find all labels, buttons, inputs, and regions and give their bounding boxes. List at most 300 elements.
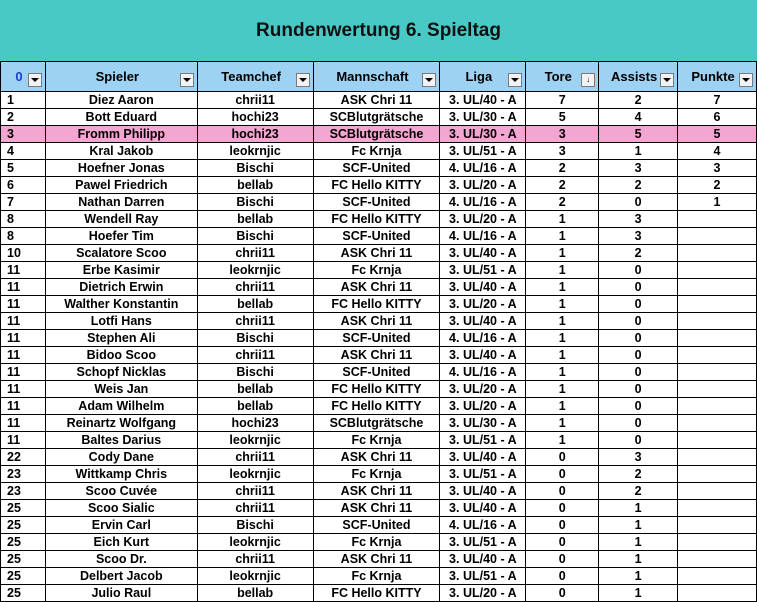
punkte-cell bbox=[678, 313, 757, 330]
punkte-cell: 7 bbox=[678, 92, 757, 109]
rank-cell: 11 bbox=[1, 347, 46, 364]
rank-cell: 8 bbox=[1, 211, 46, 228]
spieler-cell: Bidoo Scoo bbox=[45, 347, 197, 364]
rank-cell: 11 bbox=[1, 415, 46, 432]
tore-cell: 1 bbox=[526, 245, 599, 262]
punkte-cell bbox=[678, 398, 757, 415]
punkte-cell bbox=[678, 228, 757, 245]
teamchef-cell: leokrnjic bbox=[197, 143, 313, 160]
spieler-cell: Adam Wilhelm bbox=[45, 398, 197, 415]
table-row[interactable] bbox=[1, 483, 757, 500]
assists-cell: 1 bbox=[599, 534, 678, 551]
assists-cell: 2 bbox=[599, 92, 678, 109]
table-row[interactable] bbox=[1, 262, 757, 279]
punkte-cell bbox=[678, 381, 757, 398]
mannschaft-cell: ASK Chri 11 bbox=[313, 483, 440, 500]
table-row[interactable] bbox=[1, 143, 757, 160]
column-header-label: Punkte bbox=[691, 69, 735, 84]
mannschaft-cell: SCF-United bbox=[313, 194, 440, 211]
spieler-cell: Scoo Dr. bbox=[45, 551, 197, 568]
tore-cell: 3 bbox=[526, 126, 599, 143]
spieler-cell: Reinartz Wolfgang bbox=[45, 415, 197, 432]
teamchef-cell: bellab bbox=[197, 585, 313, 602]
sort-dropdown-tore[interactable] bbox=[581, 73, 595, 87]
teamchef-cell: Bischi bbox=[197, 517, 313, 534]
spieler-cell: Delbert Jacob bbox=[45, 568, 197, 585]
punkte-cell bbox=[678, 330, 757, 347]
mannschaft-cell: Fc Krnja bbox=[313, 466, 440, 483]
table-row[interactable] bbox=[1, 517, 757, 534]
teamchef-cell: chrii11 bbox=[197, 551, 313, 568]
mannschaft-cell: Fc Krnja bbox=[313, 143, 440, 160]
assists-cell: 0 bbox=[599, 347, 678, 364]
punkte-cell bbox=[678, 585, 757, 602]
liga-cell: 3. UL/20 - A bbox=[440, 585, 526, 602]
spieler-cell: Pawel Friedrich bbox=[45, 177, 197, 194]
table-row[interactable] bbox=[1, 449, 757, 466]
rank-cell: 25 bbox=[1, 500, 46, 517]
punkte-cell bbox=[678, 415, 757, 432]
liga-cell: 3. UL/40 - A bbox=[440, 500, 526, 517]
rank-cell: 11 bbox=[1, 330, 46, 347]
tore-cell: 1 bbox=[526, 432, 599, 449]
tore-cell: 0 bbox=[526, 517, 599, 534]
column-header-label: Mannschaft bbox=[336, 69, 409, 84]
assists-cell: 0 bbox=[599, 279, 678, 296]
teamchef-cell: chrii11 bbox=[197, 245, 313, 262]
mannschaft-cell: ASK Chri 11 bbox=[313, 245, 440, 262]
assists-cell: 0 bbox=[599, 262, 678, 279]
assists-cell: 2 bbox=[599, 177, 678, 194]
assists-cell: 3 bbox=[599, 160, 678, 177]
teamchef-cell: bellab bbox=[197, 177, 313, 194]
liga-cell: 4. UL/16 - A bbox=[440, 364, 526, 381]
sort-descending-icon: ↓ bbox=[586, 75, 591, 84]
tore-cell: 1 bbox=[526, 296, 599, 313]
filter-dropdown-punkte[interactable] bbox=[739, 73, 753, 87]
assists-cell: 2 bbox=[599, 483, 678, 500]
rank-cell: 5 bbox=[1, 160, 46, 177]
page-title: Rundenwertung 6. Spieltag bbox=[256, 19, 501, 41]
assists-cell: 0 bbox=[599, 330, 678, 347]
liga-cell: 3. UL/20 - A bbox=[440, 177, 526, 194]
punkte-cell bbox=[678, 211, 757, 228]
table-row[interactable] bbox=[1, 126, 757, 143]
teamchef-cell: bellab bbox=[197, 296, 313, 313]
teamchef-cell: hochi23 bbox=[197, 415, 313, 432]
teamchef-cell: chrii11 bbox=[197, 449, 313, 466]
punkte-cell: 1 bbox=[678, 194, 757, 211]
liga-cell: 3. UL/51 - A bbox=[440, 143, 526, 160]
mannschaft-cell: SCF-United bbox=[313, 228, 440, 245]
spieler-cell: Hoefer Tim bbox=[45, 228, 197, 245]
punkte-cell bbox=[678, 534, 757, 551]
rank-cell: 23 bbox=[1, 466, 46, 483]
punkte-cell: 2 bbox=[678, 177, 757, 194]
table-row[interactable] bbox=[1, 568, 757, 585]
table-row[interactable] bbox=[1, 296, 757, 313]
spieler-cell: Cody Dane bbox=[45, 449, 197, 466]
tore-cell: 1 bbox=[526, 313, 599, 330]
column-header-tore bbox=[526, 62, 599, 92]
table-row[interactable] bbox=[1, 194, 757, 211]
table-row[interactable] bbox=[1, 466, 757, 483]
assists-cell: 2 bbox=[599, 245, 678, 262]
teamchef-cell: Bischi bbox=[197, 330, 313, 347]
mannschaft-cell: ASK Chri 11 bbox=[313, 500, 440, 517]
table-row[interactable] bbox=[1, 160, 757, 177]
assists-cell: 0 bbox=[599, 398, 678, 415]
column-header-label: Liga bbox=[465, 69, 493, 84]
assists-cell: 1 bbox=[599, 585, 678, 602]
rank-cell: 8 bbox=[1, 228, 46, 245]
rank-cell: 11 bbox=[1, 364, 46, 381]
assists-cell: 1 bbox=[599, 143, 678, 160]
mannschaft-cell: SCF-United bbox=[313, 160, 440, 177]
spieler-cell: Scoo Sialic bbox=[45, 500, 197, 517]
chevron-down-icon bbox=[425, 78, 433, 82]
liga-cell: 3. UL/30 - A bbox=[440, 126, 526, 143]
mannschaft-cell: SCF-United bbox=[313, 364, 440, 381]
spieler-cell: Erbe Kasimir bbox=[45, 262, 197, 279]
tore-cell: 7 bbox=[526, 92, 599, 109]
rank-cell: 11 bbox=[1, 432, 46, 449]
rank-cell: 11 bbox=[1, 262, 46, 279]
column-header-mannschaft bbox=[313, 62, 440, 92]
mannschaft-cell: ASK Chri 11 bbox=[313, 347, 440, 364]
mannschaft-cell: FC Hello KITTY bbox=[313, 381, 440, 398]
liga-cell: 3. UL/51 - A bbox=[440, 534, 526, 551]
spieler-cell: Weis Jan bbox=[45, 381, 197, 398]
table-row[interactable] bbox=[1, 279, 757, 296]
rank-cell: 11 bbox=[1, 279, 46, 296]
spieler-cell: Scalatore Scoo bbox=[45, 245, 197, 262]
mannschaft-cell: SCF-United bbox=[313, 330, 440, 347]
mannschaft-cell: Fc Krnja bbox=[313, 534, 440, 551]
liga-cell: 3. UL/51 - A bbox=[440, 262, 526, 279]
column-header-punkte bbox=[678, 62, 757, 92]
table-row[interactable] bbox=[1, 364, 757, 381]
rank-cell: 22 bbox=[1, 449, 46, 466]
tore-cell: 1 bbox=[526, 211, 599, 228]
rank-cell: 10 bbox=[1, 245, 46, 262]
teamchef-cell: bellab bbox=[197, 211, 313, 228]
mannschaft-cell: ASK Chri 11 bbox=[313, 449, 440, 466]
punkte-cell bbox=[678, 364, 757, 381]
liga-cell: 3. UL/30 - A bbox=[440, 415, 526, 432]
punkte-cell bbox=[678, 245, 757, 262]
spieler-cell: Wendell Ray bbox=[45, 211, 197, 228]
chevron-down-icon bbox=[742, 78, 750, 82]
spieler-cell: Scoo Cuvée bbox=[45, 483, 197, 500]
liga-cell: 3. UL/40 - A bbox=[440, 313, 526, 330]
table-row[interactable] bbox=[1, 534, 757, 551]
column-header-label: 0 bbox=[15, 69, 23, 84]
tore-cell: 0 bbox=[526, 534, 599, 551]
teamchef-cell: hochi23 bbox=[197, 109, 313, 126]
assists-cell: 5 bbox=[599, 126, 678, 143]
teamchef-cell: leokrnjic bbox=[197, 262, 313, 279]
column-header-teamchef bbox=[197, 62, 313, 92]
tore-cell: 5 bbox=[526, 109, 599, 126]
rank-cell: 4 bbox=[1, 143, 46, 160]
mannschaft-cell: SCF-United bbox=[313, 517, 440, 534]
rank-cell: 25 bbox=[1, 534, 46, 551]
chevron-down-icon bbox=[663, 78, 671, 82]
table-row[interactable] bbox=[1, 228, 757, 245]
table-row[interactable] bbox=[1, 585, 757, 602]
column-header-rank bbox=[1, 62, 46, 92]
punkte-cell bbox=[678, 279, 757, 296]
assists-cell: 1 bbox=[599, 517, 678, 534]
spieler-cell: Dietrich Erwin bbox=[45, 279, 197, 296]
tore-cell: 1 bbox=[526, 415, 599, 432]
assists-cell: 1 bbox=[599, 568, 678, 585]
assists-cell: 1 bbox=[599, 500, 678, 517]
liga-cell: 3. UL/20 - A bbox=[440, 296, 526, 313]
column-header-liga bbox=[440, 62, 526, 92]
mannschaft-cell: Fc Krnja bbox=[313, 432, 440, 449]
teamchef-cell: leokrnjic bbox=[197, 568, 313, 585]
rank-cell: 25 bbox=[1, 568, 46, 585]
mannschaft-cell: FC Hello KITTY bbox=[313, 585, 440, 602]
mannschaft-cell: FC Hello KITTY bbox=[313, 296, 440, 313]
punkte-cell: 5 bbox=[678, 126, 757, 143]
tore-cell: 0 bbox=[526, 500, 599, 517]
teamchef-cell: Bischi bbox=[197, 194, 313, 211]
liga-cell: 4. UL/16 - A bbox=[440, 517, 526, 534]
punkte-cell bbox=[678, 449, 757, 466]
mannschaft-cell: ASK Chri 11 bbox=[313, 92, 440, 109]
spieler-cell: Bott Eduard bbox=[45, 109, 197, 126]
mannschaft-cell: FC Hello KITTY bbox=[313, 177, 440, 194]
tore-cell: 0 bbox=[526, 449, 599, 466]
liga-cell: 3. UL/40 - A bbox=[440, 449, 526, 466]
teamchef-cell: Bischi bbox=[197, 364, 313, 381]
teamchef-cell: bellab bbox=[197, 381, 313, 398]
assists-cell: 0 bbox=[599, 313, 678, 330]
liga-cell: 3. UL/40 - A bbox=[440, 483, 526, 500]
assists-cell: 3 bbox=[599, 228, 678, 245]
spieler-cell: Eich Kurt bbox=[45, 534, 197, 551]
spieler-cell: Lotfi Hans bbox=[45, 313, 197, 330]
tore-cell: 0 bbox=[526, 568, 599, 585]
punkte-cell bbox=[678, 466, 757, 483]
rank-cell: 11 bbox=[1, 296, 46, 313]
teamchef-cell: Bischi bbox=[197, 160, 313, 177]
liga-cell: 3. UL/40 - A bbox=[440, 347, 526, 364]
table-row[interactable] bbox=[1, 211, 757, 228]
chevron-down-icon bbox=[31, 78, 39, 82]
table-row[interactable] bbox=[1, 177, 757, 194]
teamchef-cell: chrii11 bbox=[197, 347, 313, 364]
spieler-cell: Baltes Darius bbox=[45, 432, 197, 449]
teamchef-cell: chrii11 bbox=[197, 279, 313, 296]
liga-cell: 3. UL/20 - A bbox=[440, 211, 526, 228]
chevron-down-icon bbox=[299, 78, 307, 82]
chevron-down-icon bbox=[511, 78, 519, 82]
liga-cell: 4. UL/16 - A bbox=[440, 160, 526, 177]
teamchef-cell: bellab bbox=[197, 398, 313, 415]
teamchef-cell: chrii11 bbox=[197, 500, 313, 517]
spieler-cell: Kral Jakob bbox=[45, 143, 197, 160]
spieler-cell: Diez Aaron bbox=[45, 92, 197, 109]
tore-cell: 1 bbox=[526, 347, 599, 364]
liga-cell: 3. UL/40 - A bbox=[440, 245, 526, 262]
chevron-down-icon bbox=[183, 78, 191, 82]
liga-cell: 4. UL/16 - A bbox=[440, 228, 526, 245]
tore-cell: 2 bbox=[526, 160, 599, 177]
table-row[interactable] bbox=[1, 551, 757, 568]
mannschaft-cell: ASK Chri 11 bbox=[313, 551, 440, 568]
mannschaft-cell: ASK Chri 11 bbox=[313, 313, 440, 330]
rank-cell: 25 bbox=[1, 585, 46, 602]
assists-cell: 0 bbox=[599, 415, 678, 432]
punkte-cell bbox=[678, 432, 757, 449]
column-header-label: Assists bbox=[610, 69, 658, 84]
tore-cell: 2 bbox=[526, 194, 599, 211]
spieler-cell: Hoefner Jonas bbox=[45, 160, 197, 177]
mannschaft-cell: SCBlutgrätsche bbox=[313, 109, 440, 126]
liga-cell: 3. UL/51 - A bbox=[440, 432, 526, 449]
table-row[interactable] bbox=[1, 313, 757, 330]
punkte-cell bbox=[678, 551, 757, 568]
punkte-cell: 3 bbox=[678, 160, 757, 177]
mannschaft-cell: SCBlutgrätsche bbox=[313, 415, 440, 432]
teamchef-cell: chrii11 bbox=[197, 313, 313, 330]
assists-cell: 0 bbox=[599, 381, 678, 398]
table-row[interactable] bbox=[1, 432, 757, 449]
assists-cell: 3 bbox=[599, 211, 678, 228]
filter-dropdown-mannschaft[interactable] bbox=[422, 73, 436, 87]
tore-cell: 0 bbox=[526, 483, 599, 500]
rank-cell: 2 bbox=[1, 109, 46, 126]
rank-cell: 6 bbox=[1, 177, 46, 194]
rank-cell: 7 bbox=[1, 194, 46, 211]
column-header-label: Tore bbox=[544, 69, 572, 84]
tore-cell: 0 bbox=[526, 551, 599, 568]
tore-cell: 1 bbox=[526, 262, 599, 279]
spieler-cell: Ervin Carl bbox=[45, 517, 197, 534]
column-header-label: Spieler bbox=[95, 69, 139, 84]
filter-dropdown-liga[interactable] bbox=[508, 73, 522, 87]
table-row[interactable] bbox=[1, 398, 757, 415]
assists-cell: 2 bbox=[599, 466, 678, 483]
tore-cell: 0 bbox=[526, 585, 599, 602]
ranking-table bbox=[0, 61, 757, 602]
teamchef-cell: Bischi bbox=[197, 228, 313, 245]
rank-cell: 25 bbox=[1, 551, 46, 568]
teamchef-cell: chrii11 bbox=[197, 483, 313, 500]
tore-cell: 1 bbox=[526, 381, 599, 398]
table-row[interactable] bbox=[1, 92, 757, 109]
filter-dropdown-teamchef[interactable] bbox=[296, 73, 310, 87]
filter-dropdown-rank[interactable] bbox=[28, 73, 42, 87]
liga-cell: 3. UL/40 - A bbox=[440, 92, 526, 109]
table-body bbox=[1, 92, 757, 602]
punkte-cell bbox=[678, 262, 757, 279]
liga-cell: 3. UL/51 - A bbox=[440, 466, 526, 483]
table-row[interactable] bbox=[1, 381, 757, 398]
assists-cell: 0 bbox=[599, 296, 678, 313]
assists-cell: 1 bbox=[599, 551, 678, 568]
liga-cell: 3. UL/20 - A bbox=[440, 381, 526, 398]
teamchef-cell: leokrnjic bbox=[197, 466, 313, 483]
spieler-cell: Fromm Philipp bbox=[45, 126, 197, 143]
punkte-cell bbox=[678, 296, 757, 313]
tore-cell: 3 bbox=[526, 143, 599, 160]
column-header-assists bbox=[599, 62, 678, 92]
table-row[interactable] bbox=[1, 347, 757, 364]
spieler-cell: Walther Konstantin bbox=[45, 296, 197, 313]
liga-cell: 3. UL/40 - A bbox=[440, 551, 526, 568]
punkte-cell bbox=[678, 483, 757, 500]
liga-cell: 4. UL/16 - A bbox=[440, 194, 526, 211]
spieler-cell: Julio Raul bbox=[45, 585, 197, 602]
punkte-cell bbox=[678, 347, 757, 364]
teamchef-cell: chrii11 bbox=[197, 92, 313, 109]
liga-cell: 4. UL/16 - A bbox=[440, 330, 526, 347]
punkte-cell bbox=[678, 568, 757, 585]
rank-cell: 23 bbox=[1, 483, 46, 500]
assists-cell: 0 bbox=[599, 432, 678, 449]
liga-cell: 3. UL/20 - A bbox=[440, 398, 526, 415]
tore-cell: 0 bbox=[526, 466, 599, 483]
mannschaft-cell: FC Hello KITTY bbox=[313, 211, 440, 228]
spieler-cell: Stephen Ali bbox=[45, 330, 197, 347]
table-row[interactable] bbox=[1, 330, 757, 347]
rank-cell: 25 bbox=[1, 517, 46, 534]
filter-dropdown-assists[interactable] bbox=[660, 73, 674, 87]
filter-dropdown-spieler[interactable] bbox=[180, 73, 194, 87]
tore-cell: 1 bbox=[526, 279, 599, 296]
mannschaft-cell: FC Hello KITTY bbox=[313, 398, 440, 415]
tore-cell: 1 bbox=[526, 330, 599, 347]
tore-cell: 1 bbox=[526, 398, 599, 415]
tore-cell: 2 bbox=[526, 177, 599, 194]
punkte-cell: 4 bbox=[678, 143, 757, 160]
rank-cell: 11 bbox=[1, 398, 46, 415]
rank-cell: 11 bbox=[1, 381, 46, 398]
liga-cell: 3. UL/51 - A bbox=[440, 568, 526, 585]
rank-cell: 1 bbox=[1, 92, 46, 109]
mannschaft-cell: Fc Krnja bbox=[313, 262, 440, 279]
punkte-cell bbox=[678, 517, 757, 534]
rank-cell: 11 bbox=[1, 313, 46, 330]
mannschaft-cell: ASK Chri 11 bbox=[313, 279, 440, 296]
assists-cell: 0 bbox=[599, 194, 678, 211]
assists-cell: 3 bbox=[599, 449, 678, 466]
column-header-label: Teamchef bbox=[221, 69, 281, 84]
teamchef-cell: leokrnjic bbox=[197, 534, 313, 551]
table-row[interactable] bbox=[1, 109, 757, 126]
header-row bbox=[1, 62, 757, 92]
table-row[interactable] bbox=[1, 245, 757, 262]
teamchef-cell: hochi23 bbox=[197, 126, 313, 143]
tore-cell: 1 bbox=[526, 364, 599, 381]
assists-cell: 0 bbox=[599, 364, 678, 381]
title-bar bbox=[0, 0, 757, 61]
spieler-cell: Wittkamp Chris bbox=[45, 466, 197, 483]
table-row[interactable] bbox=[1, 500, 757, 517]
table-row[interactable] bbox=[1, 415, 757, 432]
rank-cell: 3 bbox=[1, 126, 46, 143]
column-header-spieler bbox=[45, 62, 197, 92]
liga-cell: 3. UL/40 - A bbox=[440, 279, 526, 296]
punkte-cell bbox=[678, 500, 757, 517]
assists-cell: 4 bbox=[599, 109, 678, 126]
mannschaft-cell: SCBlutgrätsche bbox=[313, 126, 440, 143]
